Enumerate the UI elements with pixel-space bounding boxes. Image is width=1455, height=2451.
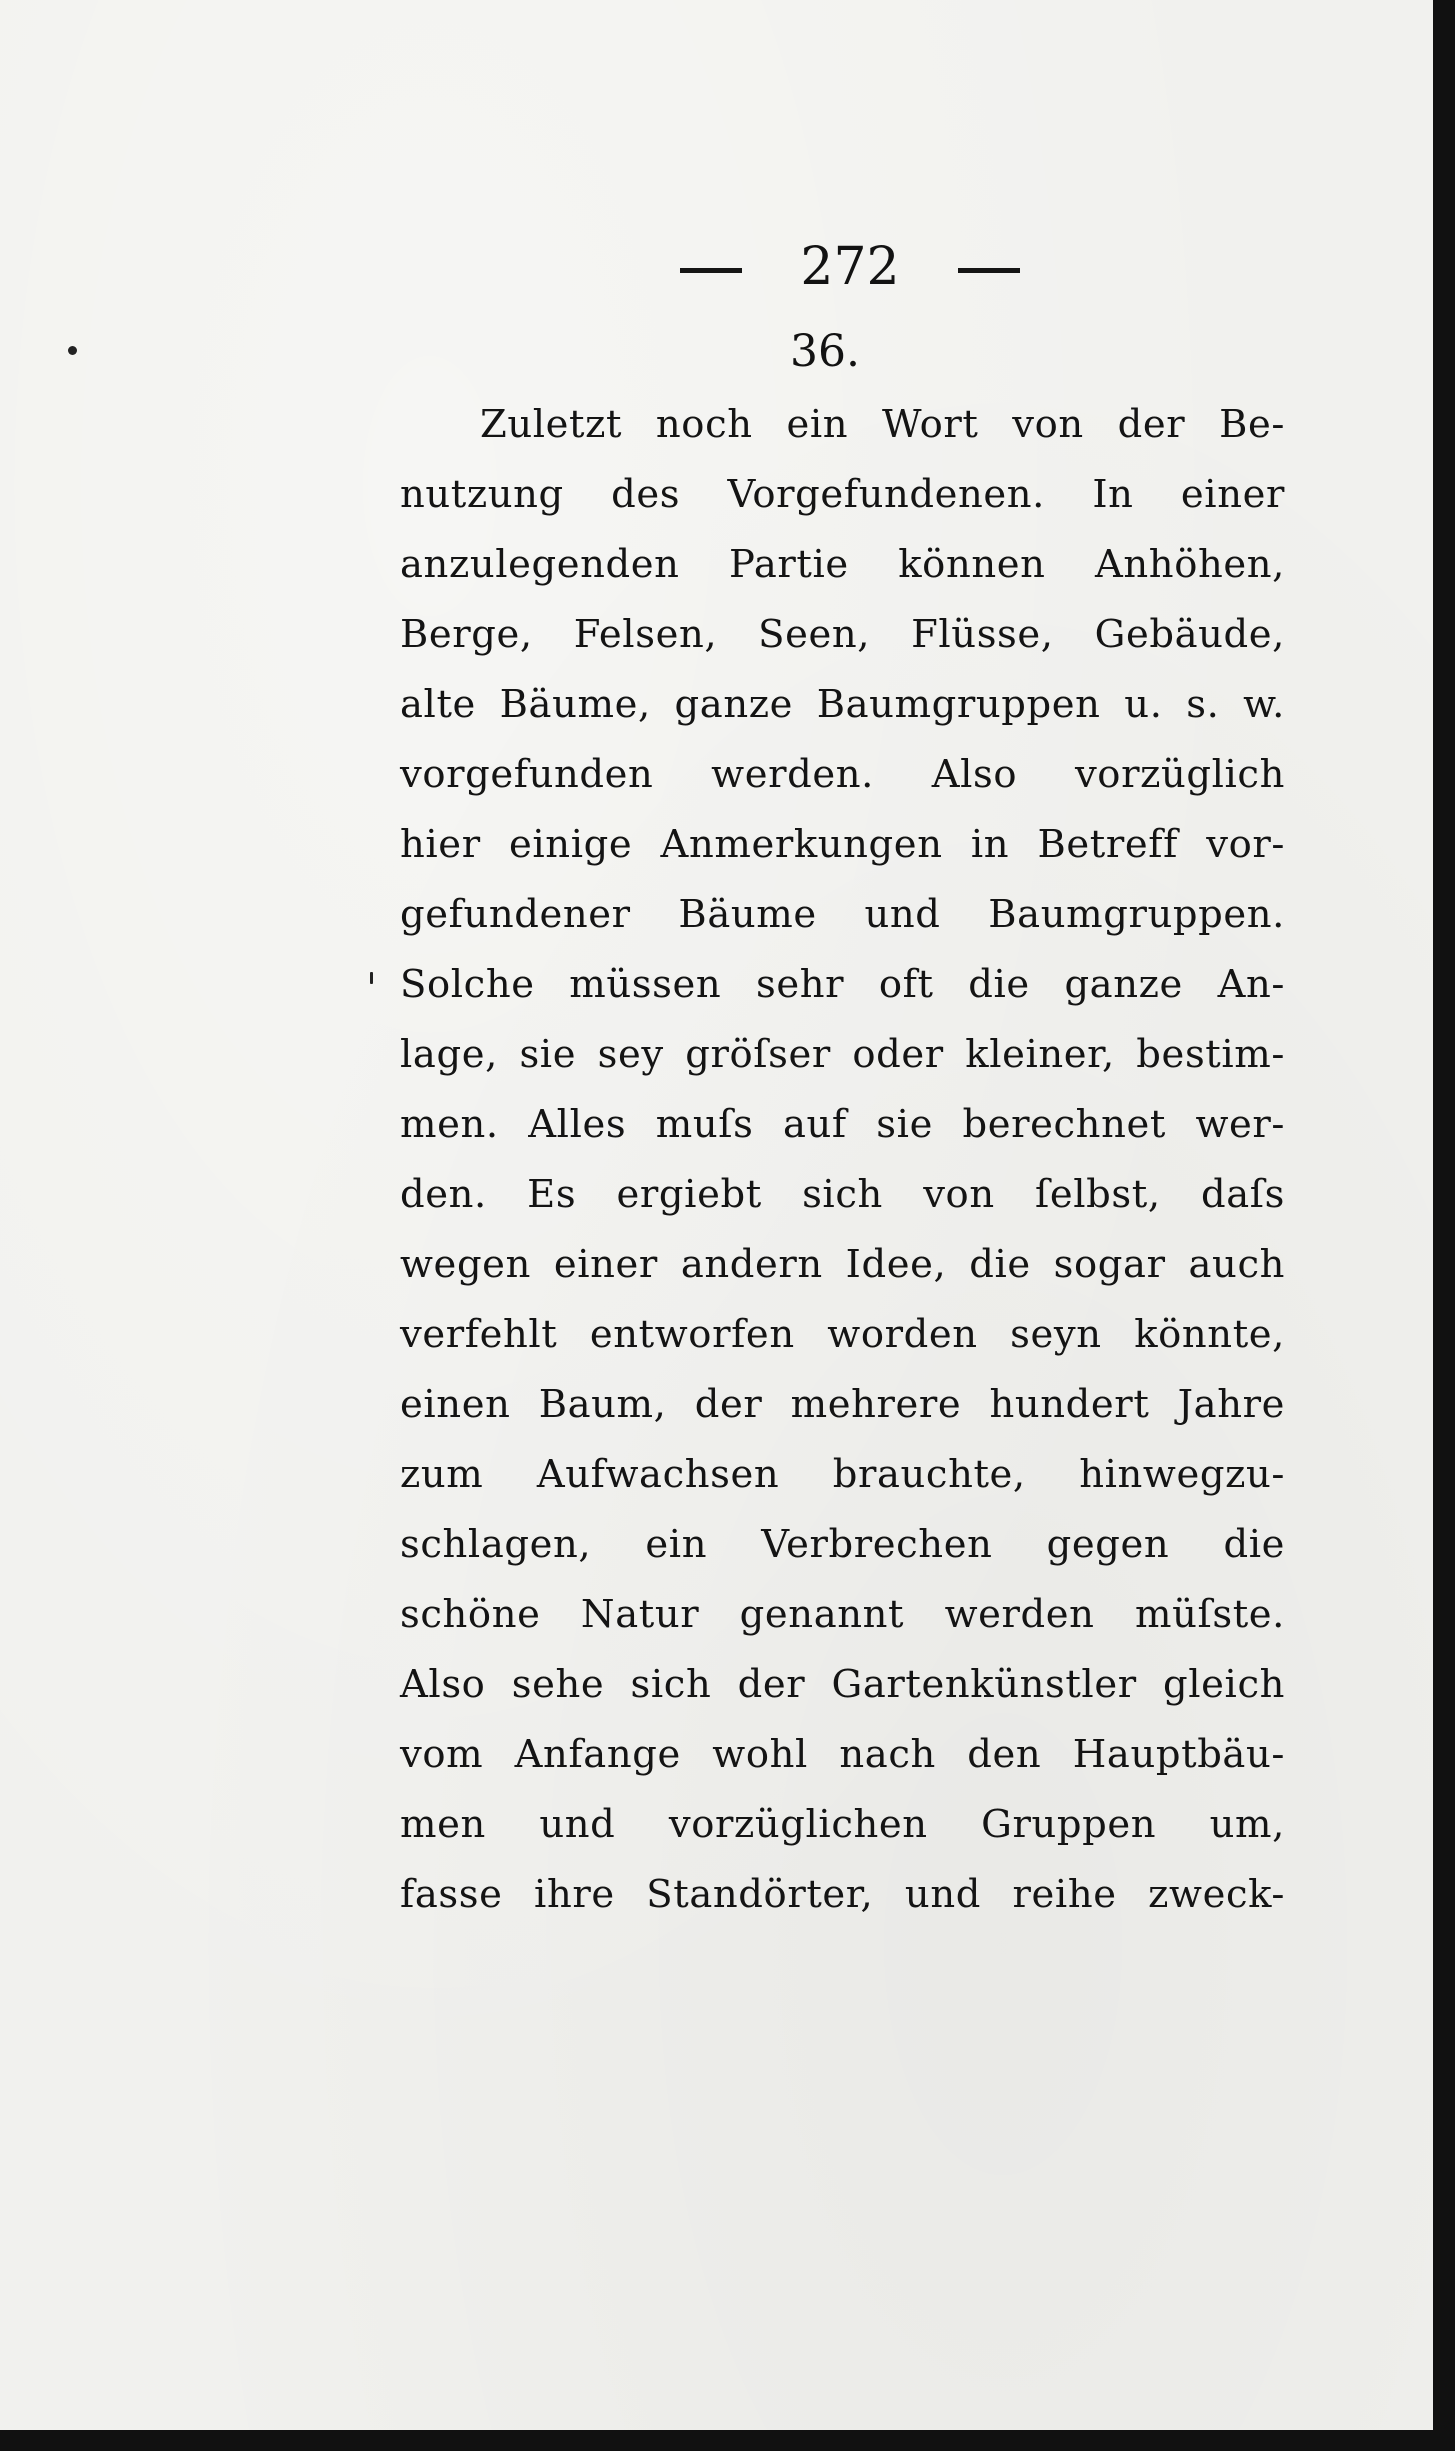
text-line: alte Bäume, ganze Baumgruppen u. s. w. [400, 682, 1285, 727]
page-header [680, 232, 1020, 302]
text-line: vorgefunden werden. Also vorzüglich [400, 752, 1285, 797]
ink-speck [370, 972, 373, 984]
scan-edge-bottom [0, 2430, 1455, 2451]
text-line: den. Es ergiebt sich von ſelbst, daſs [400, 1172, 1285, 1217]
text-line: Solche müssen sehr oft die ganze An- [400, 962, 1285, 1007]
text-line: schöne Natur genannt werden müſste. [400, 1592, 1285, 1637]
text-line: fasse ihre Standörter, und reihe zweck- [400, 1872, 1285, 1917]
header-dash-right [958, 268, 1020, 273]
text-line: Berge, Felsen, Seen, Flüsse, Gebäude, [400, 612, 1285, 657]
text-line: einen Baum, der mehrere hundert Jahre [400, 1382, 1285, 1427]
body-text [400, 390, 1285, 1930]
text-line: nutzung des Vorgefundenen. In einer [400, 472, 1285, 517]
text-line: vom Anfange wohl nach den Hauptbäu- [400, 1732, 1285, 1777]
text-line: verfehlt entworfen worden seyn könnte, [400, 1312, 1285, 1357]
text-line: zum Aufwachsen brauchte, hinwegzu- [400, 1452, 1285, 1497]
text-line: anzulegenden Partie können Anhöhen, [400, 542, 1285, 587]
header-dash-left [680, 268, 742, 273]
text-line: hier einige Anmerkungen in Betreff vor- [400, 822, 1285, 867]
text-line: men und vorzüglichen Gruppen um, [400, 1802, 1285, 1847]
page-number: 272 [800, 237, 900, 297]
text-line: gefundener Bäume und Baumgruppen. [400, 892, 1285, 937]
text-line: men. Alles muſs auf sie berechnet wer- [400, 1102, 1285, 1147]
text-line: Also sehe sich der Gartenkünstler gleich [400, 1662, 1285, 1707]
scan-edge-right [1433, 0, 1455, 2451]
section-number: 36. [790, 326, 860, 377]
text-line: wegen einer andern Idee, die sogar auch [400, 1242, 1285, 1287]
text-line: lage, sie sey gröſser oder kleiner, bestim- [400, 1032, 1285, 1077]
text-line: Zuletzt noch ein Wort von der Be- [480, 402, 1285, 447]
text-line: schlagen, ein Verbrechen gegen die [400, 1522, 1285, 1567]
ink-speck [68, 346, 77, 355]
